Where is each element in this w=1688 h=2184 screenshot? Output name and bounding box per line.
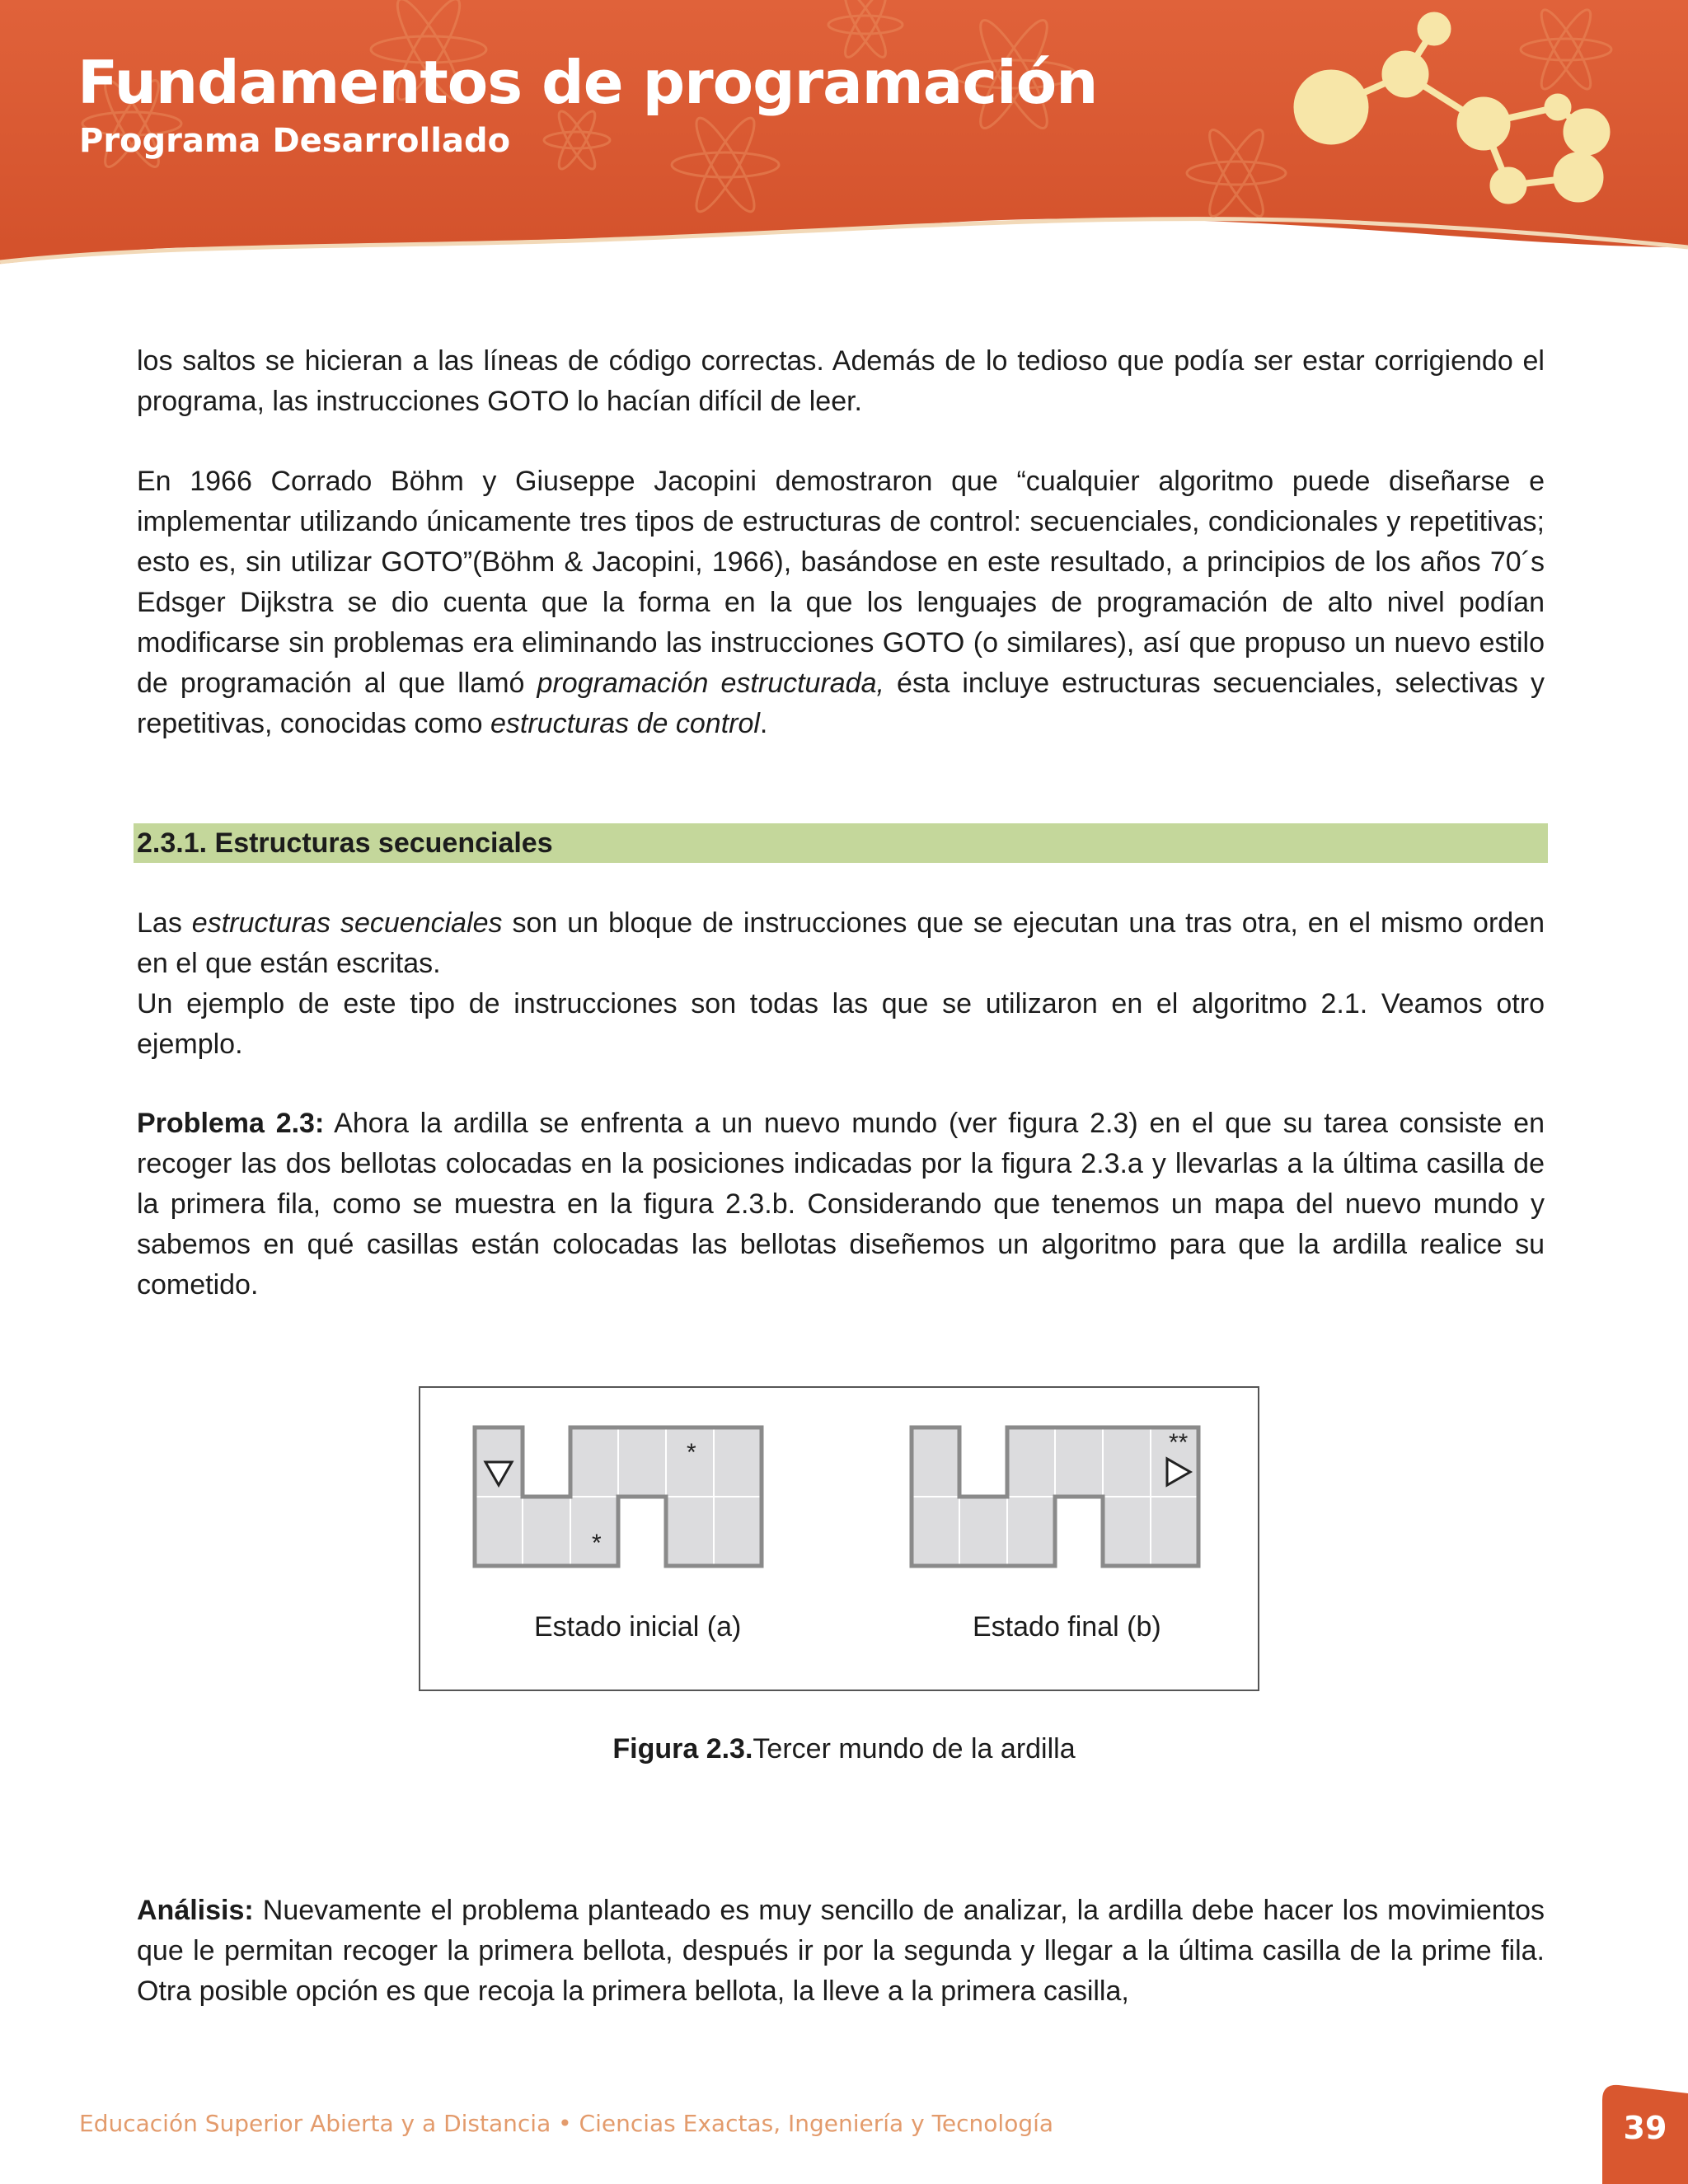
acorn-marker-b: ** xyxy=(1169,1429,1189,1456)
world-final xyxy=(912,1427,1198,1566)
world-initial xyxy=(475,1427,762,1566)
section-heading: 2.3.1. Estructuras secuenciales xyxy=(137,827,553,859)
header-subtitle: Programa Desarrollado xyxy=(79,122,511,160)
paragraph-goto: los saltos se hicieran a las líneas de código correctas. Además de lo tedioso que podía ser estar corrigiendo el programa, las instrucciones GOTO lo hacían difícil de leer. xyxy=(137,345,1545,417)
figure-2-3 xyxy=(419,1386,1259,1691)
paragraph-bohm-jacopini: En 1966 Corrado Böhm y Giuseppe Jacopini demostraron que “cualquier algoritmo puede diseñarse e implementar utilizando únicamente tres tipos de estructuras de control: secuenciales, condicionales y repetitivas; esto es, sin utilizar GOTO”(Böhm & Jacopini, 1966), basándose en este resultado, a principios de los años 70´s Edsger Dijkstra se dio cuenta que la forma en la que los lenguajes de programación de alto nivel podían modificarse sin problemas era eliminando las instrucciones GOTO (o similares), así que propuso un nuevo estilo de programación al que llamó programación estructurada, ésta incluye estructuras secuenciales, selectivas y repetitivas, conocidas como estructuras de control. xyxy=(137,466,1545,739)
footer-text: Educación Superior Abierta y a Distancia • Ciencias Exactas, Ingeniería y Tecnología xyxy=(79,2110,1054,2137)
figure-label-final: Estado final (b) xyxy=(973,1611,1161,1643)
paragraph-problem: Problema 2.3: Ahora la ardilla se enfrenta a un nuevo mundo (ver figura 2.3) en el que su tarea consiste en recoger las dos bellotas colocadas en la posiciones indicadas por la figura 2.3.a y llevarlas a la última casilla de la primera fila, como se muestra en la figura 2.3.b. Considerando que tenemos un mapa del nuevo mundo y sabemos en qué casillas están colocadas las bellotas diseñemos un algoritmo para que la ardilla realice su cometido. xyxy=(137,1108,1545,1301)
section-heading-bar xyxy=(134,823,1548,863)
paragraph-analysis: Análisis: Nuevamente el problema planteado es muy sencillo de analizar, la ardilla debe hacer los movimientos que le permitan recoger la primera bellota, después ir por la segunda y llegar a la última casilla de la prime fila. Otra posible opción es que recoja la primera bellota, la lleve a la primera casilla, xyxy=(137,1895,1545,2007)
page-number: 39 xyxy=(1623,2110,1667,2146)
header-title: Fundamentos de programación xyxy=(77,48,1098,117)
squirrel-world-diagram xyxy=(420,1388,1261,1693)
figure-caption: Figura 2.3.Tercer mundo de la ardilla xyxy=(612,1733,1076,1765)
figure-label-initial: Estado inicial (a) xyxy=(534,1611,742,1643)
page-header xyxy=(0,0,1688,272)
paragraph-example: Un ejemplo de este tipo de instrucciones son todas las que se utilizaron en el algoritmo 2.1. Veamos otro ejemplo. xyxy=(137,988,1545,1060)
acorn-marker-a1: * xyxy=(687,1439,696,1466)
paragraph-sequential-definition: Las estructuras secuenciales son un bloque de instrucciones que se ejecutan una tras otra, en el mismo orden en el que están escritas. xyxy=(137,907,1545,979)
acorn-marker-a2: * xyxy=(592,1530,602,1557)
